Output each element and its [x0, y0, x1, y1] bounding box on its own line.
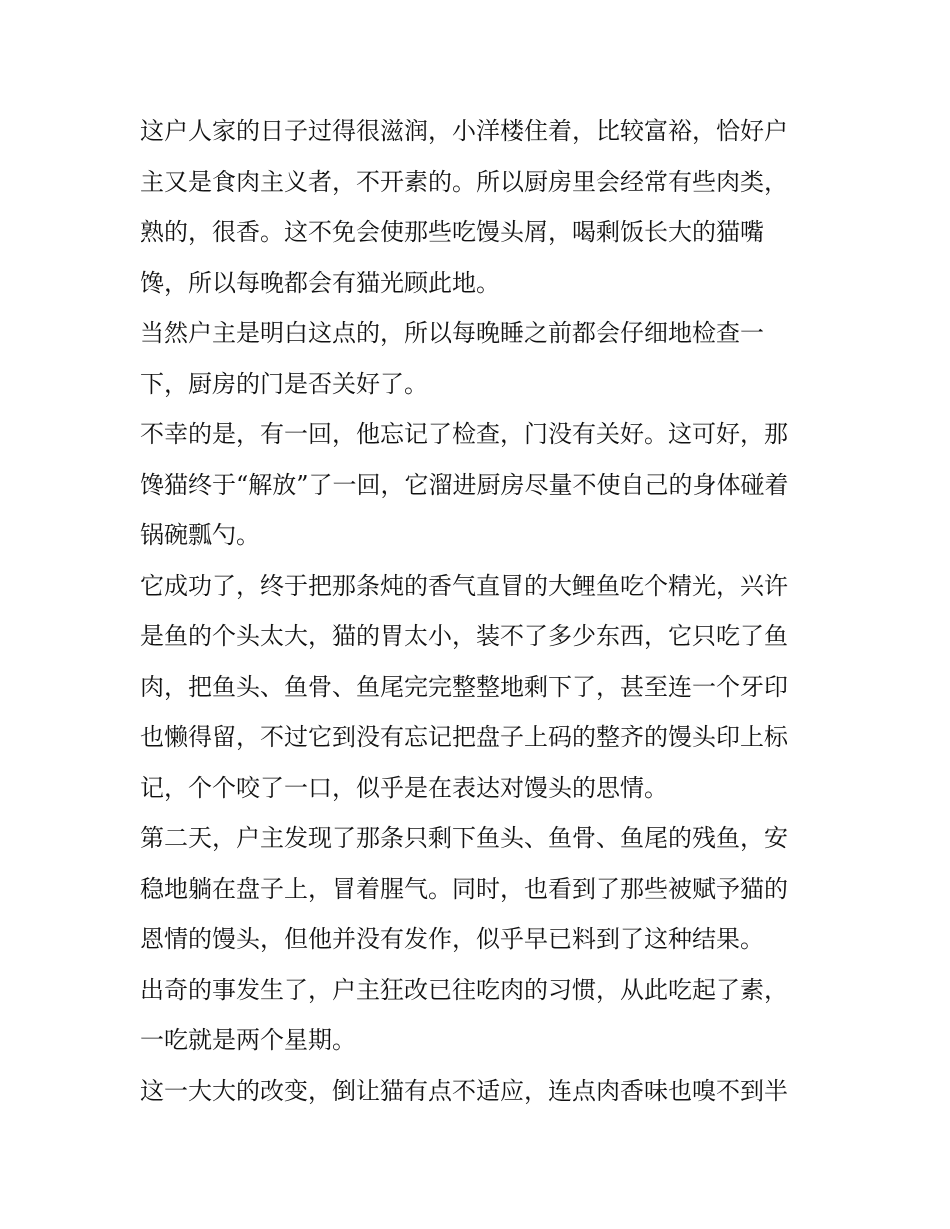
- text-line: 馋，所以每晚都会有猫光顾此地。: [140, 268, 500, 297]
- text-line: 也懒得留，不过它到没有忘记把盘子上码的整齐的馒头印上标: [140, 723, 788, 751]
- text-line: 主又是食肉主义者，不开素的。所以厨房里会经常有些肉类，: [140, 167, 788, 196]
- text-line: 馋猫终于“解放”了一回，它溜进厨房尽量不使自己的身体碰着: [140, 470, 789, 499]
- text-line: 肉，把鱼头、鱼骨、鱼尾完完整整地剩下了，甚至连一个牙印: [140, 672, 788, 701]
- text-line: 锅碗瓢勺。: [140, 521, 260, 549]
- text-line: 是鱼的个头太大，猫的胃太小，装不了多少东西，它只吃了鱼: [140, 622, 788, 650]
- text-line: 当然户主是明白这点的，所以每晚睡之前都会仔细地检查一: [140, 319, 764, 347]
- text-line: 下，厨房的门是否关好了。: [140, 369, 428, 398]
- text-line: 不幸的是，有一回，他忘记了检查，门没有关好。这可好，那: [140, 420, 788, 448]
- body-text: [140, 106, 820, 1116]
- text-line: 它成功了，终于把那条炖的香气直冒的大鲤鱼吃个精光，兴许: [140, 571, 788, 600]
- text-line: 这一大大的改变，倒让猫有点不适应，连点肉香味也嗅不到半: [140, 1076, 788, 1105]
- text-line: 一吃就是两个星期。: [140, 1026, 356, 1054]
- text-line: 恩情的馒头，但他并没有发作，似乎早已料到了这种结果。: [140, 925, 764, 953]
- text-line: 记，个个咬了一口，似乎是在表达对馒头的思情。: [140, 773, 668, 802]
- text-line: 这户人家的日子过得很滋润，小洋楼住着，比较富裕，恰好户: [140, 117, 788, 145]
- text-line: 熟的，很香。这不免会使那些吃馒头屑，喝剩饭长大的猫嘴: [140, 218, 764, 246]
- text-line: 稳地躺在盘子上，冒着腥气。同时，也看到了那些被赋予猫的: [140, 874, 788, 903]
- text-line: 出奇的事发生了，户主狂改已往吃肉的习惯，从此吃起了素，: [140, 975, 788, 1004]
- text-line: 第二天，户主发现了那条只剩下鱼头、鱼骨、鱼尾的残鱼，安: [140, 824, 788, 852]
